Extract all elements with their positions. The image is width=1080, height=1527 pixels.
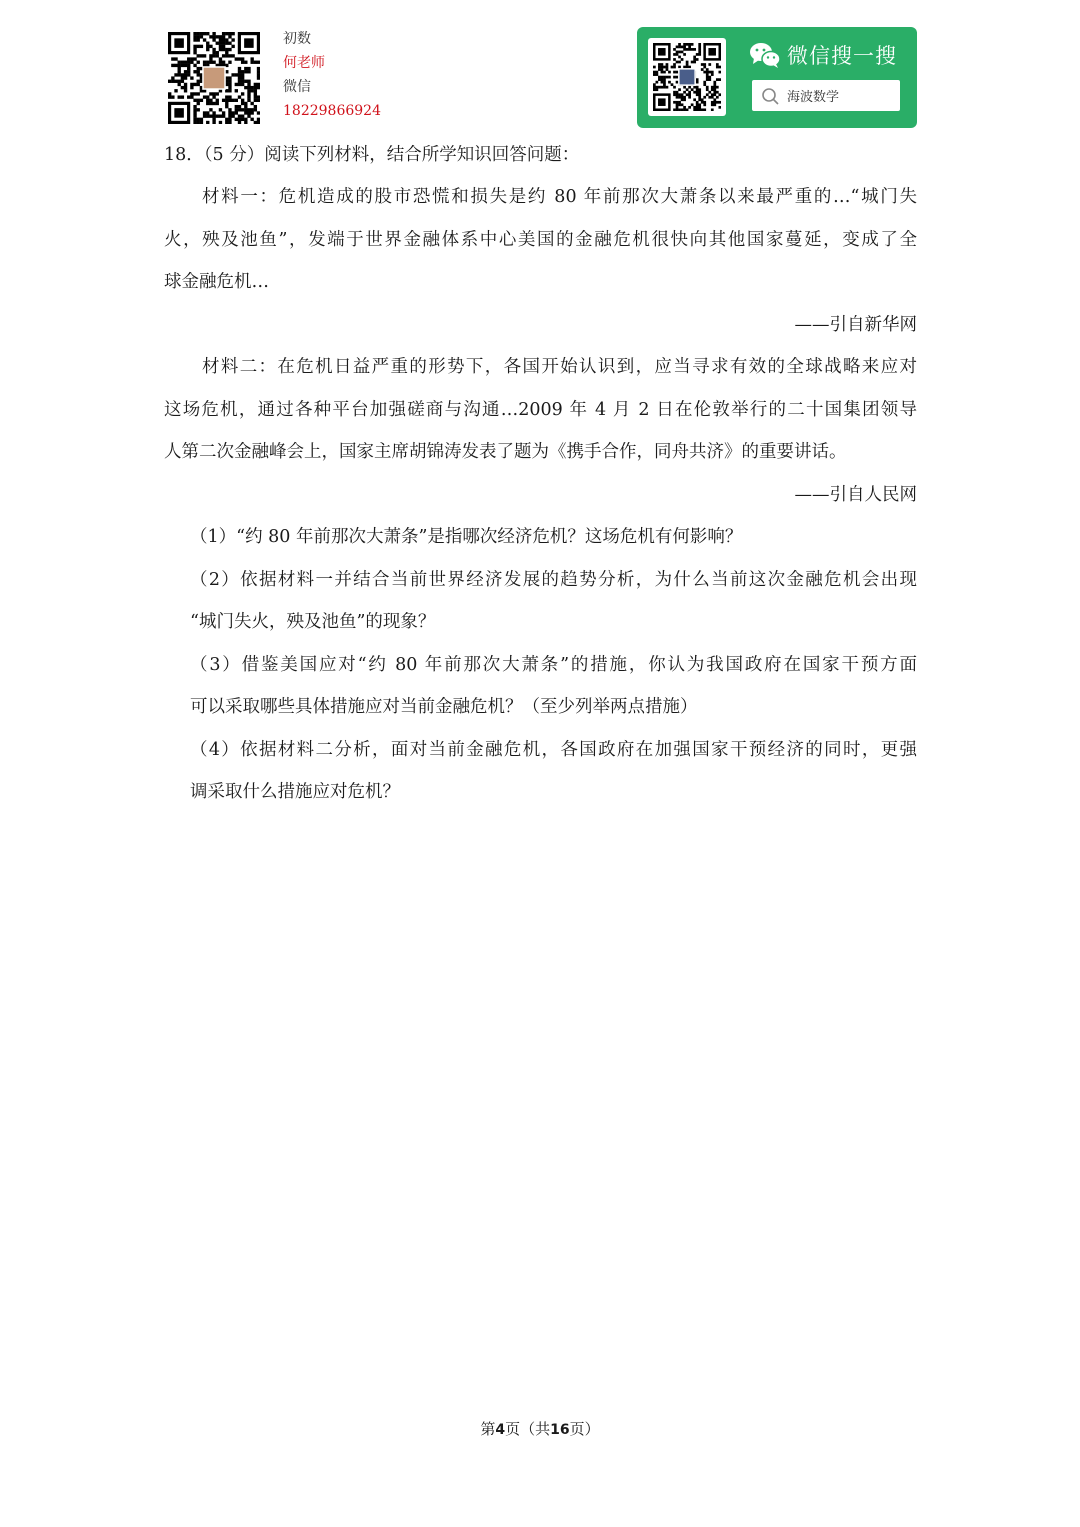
page-number: 4	[495, 1422, 506, 1438]
material2-line: 人第二次金融峰会上，国家主席胡锦涛发表了题为《携手合作，同舟共济》的重要讲话。	[164, 442, 847, 462]
footer-middle: 页（共	[505, 1420, 551, 1438]
contact-line-subject: 初数	[283, 31, 311, 47]
material1-line: 火，殃及池鱼”，发端于世界金融体系中心美国的金融危机很快向其他国家蔓延，变成了全	[164, 230, 917, 250]
material1-source: ——引自新华网	[794, 315, 917, 335]
wechat-search-query: 海波数学	[787, 90, 840, 105]
wechat-search-title-text: 微信搜一搜	[787, 44, 897, 68]
sub-question-3: （3）借鉴美国应对“约 80 年前那次大萧条”的措施，你认为我国政府在国家干预方面	[190, 655, 917, 675]
sub-question-2-cont: “城门失火，殃及池鱼”的现象？	[190, 612, 436, 632]
question-heading: 18．（5 分）阅读下列材料，结合所学知识回答问题：	[164, 145, 580, 165]
wechat-search-card[interactable]	[637, 27, 917, 128]
material2-line: 材料二：在危机日益严重的形势下，各国开始认识到，应当寻求有效的全球战略来应对	[202, 357, 917, 377]
footer-prefix: 第	[480, 1420, 496, 1438]
wechat-logo-icon	[749, 41, 781, 69]
contact-line-teacher: 何老师	[283, 55, 325, 71]
page-total: 16	[550, 1422, 570, 1438]
wechat-search-title	[749, 40, 897, 70]
sub-question-2: （2）依据材料一并结合当前世界经济发展的趋势分析，为什么当前这次金融危机会出现	[190, 570, 917, 590]
search-icon	[760, 86, 782, 106]
sub-question-3-cont: 可以采取哪些具体措施应对当前金融危机？（至少列举两点措施）	[190, 697, 698, 717]
contact-qr-code	[168, 32, 260, 124]
wechat-qr-code	[648, 38, 726, 116]
sub-question-4-cont: 调采取什么措施应对危机？	[190, 782, 400, 802]
footer-suffix: 页）	[569, 1420, 600, 1438]
page-footer	[0, 1418, 1080, 1439]
sub-question-4: （4）依据材料二分析，面对当前金融危机，各国政府在加强国家干预经济的同时，更强	[190, 740, 917, 760]
sub-question-1: （1）“约 80 年前那次大萧条”是指哪次经济危机？这场危机有何影响？	[190, 527, 743, 547]
material2-source: ——引自人民网	[794, 485, 917, 505]
material1-line: 材料一：危机造成的股市恐慌和损失是约 80 年前那次大萧条以来最严重的…“城门失	[202, 187, 917, 207]
material1-line: 球金融危机…	[164, 272, 269, 292]
wechat-search-box[interactable]	[752, 80, 900, 111]
contact-line-wechat: 微信	[283, 79, 311, 95]
contact-block	[283, 27, 381, 123]
material2-line: 这场危机，通过各种平台加强磋商与沟通…2009 年 4 月 2 日在伦敦举行的二十国集团领导	[164, 400, 917, 420]
contact-phone: 18229866924	[283, 103, 381, 119]
